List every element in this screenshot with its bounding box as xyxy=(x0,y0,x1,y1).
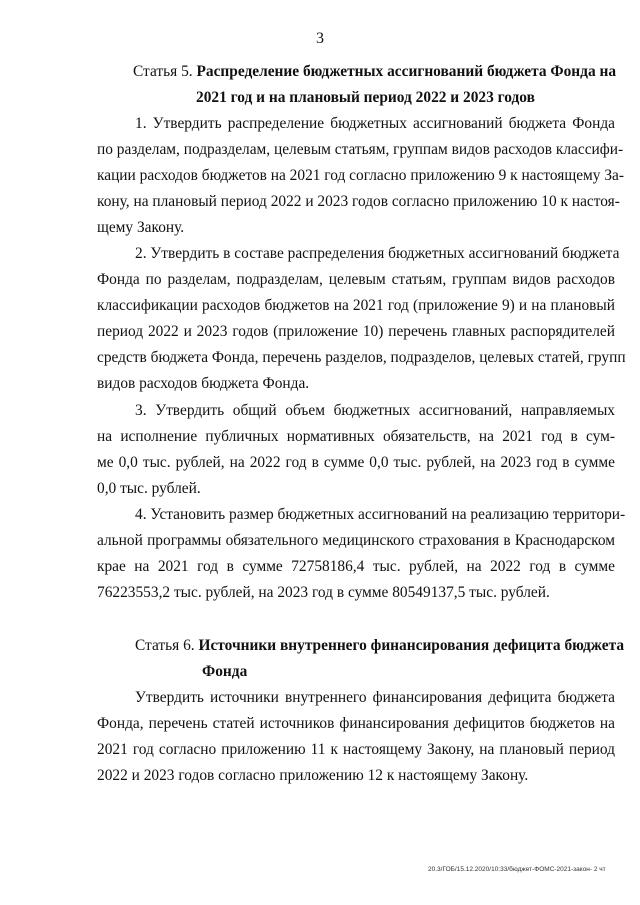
article6-p1-line: Фонда, перечень статей источников финансирования дефицитов бюджетов на xyxy=(97,715,615,732)
article5-p1-line: щему Закону. xyxy=(97,219,185,236)
article5-p3-line: на исполнение публичных нормативных обязательств, на 2021 год в сум- xyxy=(97,428,615,445)
article5-p2-line: период 2022 и 2023 годов (приложение 10) перечень главных распорядителей xyxy=(97,323,615,340)
page-number: 3 xyxy=(316,30,324,47)
article5-heading-prefix: Статья 5. xyxy=(133,63,193,80)
article5-p1-line: кации расходов бюджетов на 2021 год согласно приложению 9 к настоящему За- xyxy=(97,167,624,184)
article5-p2-line: средств бюджета Фонда, перечень разделов, подразделов, целевых статей, групп xyxy=(97,349,626,366)
article5-p1-line: 1. Утвердить распределение бюджетных ассигнований бюджета Фонда xyxy=(135,115,615,132)
article5-p4-line: 4. Установить размер бюджетных ассигнований на реализацию территори- xyxy=(135,506,626,523)
document-footer: 20.3/ГОБ/15.12.2020/10:33/бюджет-ФОМС-2021-закон- 2 чт xyxy=(428,866,606,873)
article5-p1-line: кону, на плановый период 2022 и 2023 годов согласно приложению 10 к настоя- xyxy=(97,193,620,210)
article5-p3-line: 3. Утвердить общий объем бюджетных ассигнований, направляемых xyxy=(135,402,615,419)
article5-heading-title: Распределение бюджетных ассигнований бюджета Фонда на xyxy=(196,63,617,80)
article5-heading xyxy=(133,62,616,82)
article5-p2-line: Фонда по разделам, подразделам, целевым статьям, группам видов расходов xyxy=(97,271,615,288)
article6-heading-prefix: Статья 6. xyxy=(135,637,195,654)
article6-heading-line2: Фонда xyxy=(202,663,248,680)
article5-p4-line: крае на 2021 год в сумме 72758186,4 тыс. рублей, на 2022 год в сумме xyxy=(97,558,615,575)
article5-p4-line: альной программы обязательного медицинского страхования в Краснодарском xyxy=(97,532,615,549)
article5-p3-line: ме 0,0 тыс. рублей, на 2022 год в сумме 0,0 тыс. рублей, на 2023 год в сумме xyxy=(97,454,615,471)
article6-heading xyxy=(135,636,624,656)
article5-p4-line: 76223553,2 тыс. рублей, на 2023 год в сумме 80549137,5 тыс. рублей. xyxy=(97,584,550,601)
article6-p1-line: 2022 и 2023 годов согласно приложению 12 к настоящему Закону. xyxy=(97,767,529,784)
article6-heading-title: Источники внутреннего финансирования дефицита бюджета xyxy=(198,637,625,654)
article6-p1-line: Утвердить источники внутреннего финансирования дефицита бюджета xyxy=(135,689,615,706)
article6-p1-line: 2021 год согласно приложению 11 к настоящему Закону, на плановый период xyxy=(97,741,615,758)
article5-p3-line: 0,0 тыс. рублей. xyxy=(97,480,201,497)
article5-p2-line: классификации расходов бюджетов на 2021 год (приложение 9) и на плановый xyxy=(97,297,615,314)
article5-p2-line: видов расходов бюджета Фонда. xyxy=(97,375,310,392)
article5-p2-line: 2. Утвердить в составе распределения бюджетных ассигнований бюджета xyxy=(135,245,620,262)
article5-p1-line: по разделам, подразделам, целевым статьям, группам видов расходов классифи- xyxy=(97,141,624,158)
article5-heading-line2: 2021 год и на плановый период 2022 и 2023 годов xyxy=(196,89,535,106)
